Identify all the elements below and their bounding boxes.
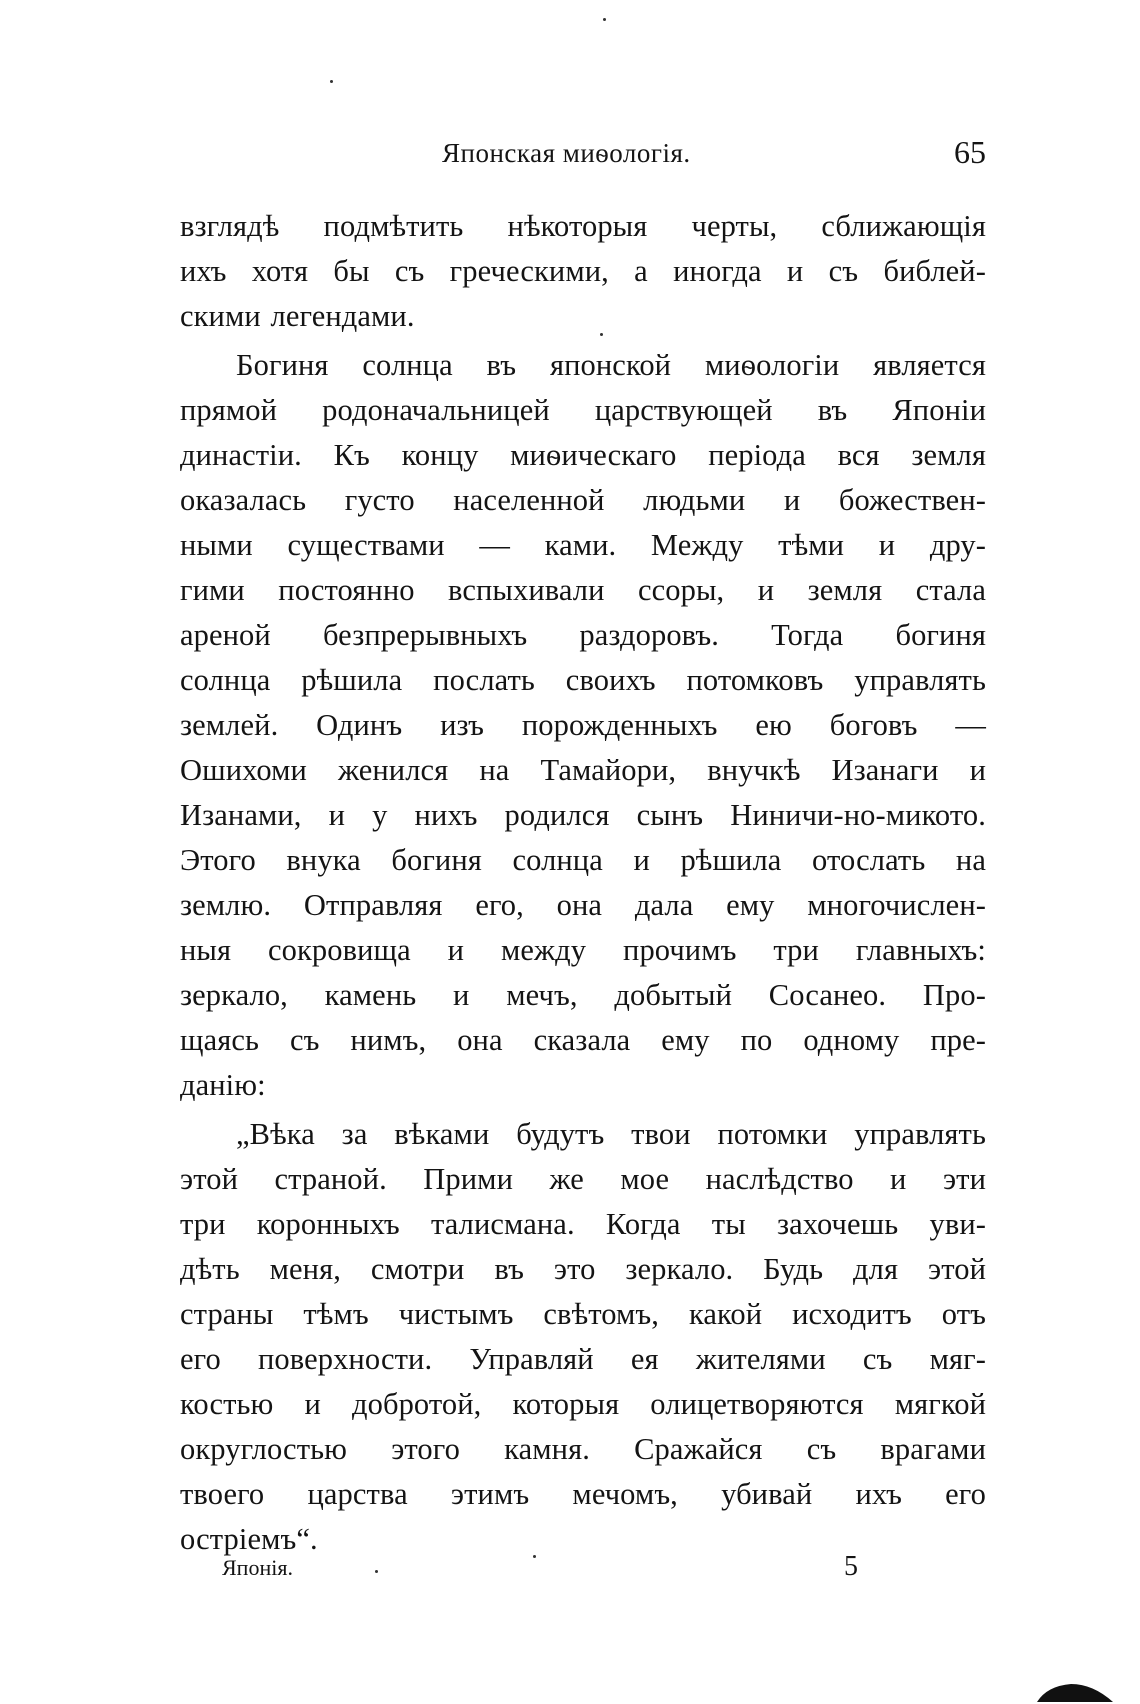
text-line: прямой родоначальницей царствующей въ Японіи (180, 393, 986, 427)
text-line: гими постоянно вспыхивали ссоры, и земля стала (180, 573, 986, 607)
text-line: Этого внука богиня солнца и рѣшила отослать на (180, 843, 986, 877)
page-footer (222, 1551, 872, 1595)
text-line: ными существами — ками. Между тѣми и дру- (180, 528, 986, 562)
signature-mark: Японія. (222, 1555, 293, 1580)
text-line: костью и добротой, которыя олицетворяются мягкой (180, 1387, 986, 1421)
text-line: остріемъ“. (180, 1522, 318, 1556)
text-line: Изанами, и у нихъ родился сынъ Ниничи-но-микото. (180, 798, 986, 832)
text-line: Ошихоми женился на Тамайори, внучкѣ Изанаги и (180, 753, 986, 787)
sheet-number: 5 (844, 1551, 858, 1582)
text-line: ихъ хотя бы съ греческими, а иногда и съ библей- (180, 254, 986, 288)
page-header (180, 134, 986, 182)
scan-speck (330, 80, 333, 83)
text-line: взглядѣ подмѣтить нѣкоторыя черты, сближающія (180, 209, 986, 243)
body-text (180, 204, 986, 1562)
text-line: оказалась густо населенной людьми и божествен- (180, 483, 986, 517)
text-line: „Вѣка за вѣками будутъ твои потомки управлять (236, 1117, 986, 1151)
text-line: его поверхности. Управляй ея жителями съ мяг- (180, 1342, 986, 1376)
text-line: землю. Отправляя его, она дала ему многочислен- (180, 888, 986, 922)
text-line: щаясь съ нимъ, она сказала ему по одному пре- (180, 1023, 986, 1057)
text-line: страны тѣмъ чистымъ свѣтомъ, какой исходитъ отъ (180, 1297, 986, 1331)
running-title: Японская миѳологія. (442, 138, 691, 168)
scan-speck (600, 333, 603, 336)
text-line: три коронныхъ талисмана. Когда ты захочешь уви- (180, 1207, 986, 1241)
page-number: 65 (954, 134, 986, 170)
text-line: дѣть меня, смотри въ это зеркало. Будь для этой (180, 1252, 986, 1286)
text-line: зеркало, камень и мечъ, добытый Сосанео. Про- (180, 978, 986, 1012)
text-line: ареной безпрерывныхъ раздоровъ. Тогда богиня (180, 618, 986, 652)
scan-speck (375, 1570, 378, 1573)
text-line: скими легендами. (180, 299, 415, 333)
text-line: династіи. Къ концу миѳическаго періода вся земля (180, 438, 986, 472)
text-line: ныя сокровища и между прочимъ три главныхъ: (180, 933, 986, 967)
text-line: землей. Одинъ изъ порожденныхъ ею боговъ — (180, 708, 986, 742)
ornament-smudge (1035, 1682, 1115, 1702)
text-line: солнца рѣшила послать своихъ потомковъ управлять (180, 663, 986, 697)
scan-speck (533, 1555, 536, 1558)
text-line: Богиня солнца въ японской миѳологіи является (236, 348, 986, 382)
text-line: округлостью этого камня. Сражайся съ врагами (180, 1432, 986, 1466)
text-line: этой страной. Прими же мое наслѣдство и эти (180, 1162, 986, 1196)
text-line: твоего царства этимъ мечомъ, убивай ихъ его (180, 1477, 986, 1511)
text-line: данію: (180, 1068, 266, 1102)
scan-speck (603, 18, 606, 21)
